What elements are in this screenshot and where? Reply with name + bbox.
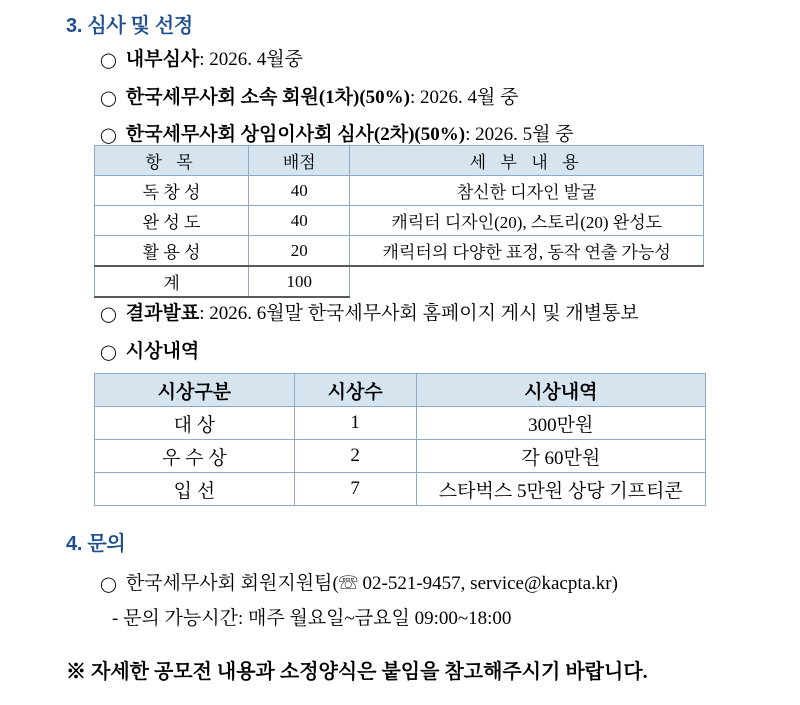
table-cell: 40	[249, 176, 350, 206]
list-item-label: 결과발표: 2026. 6월말 한국세무사회 홈페이지 게시 및 개별통보	[125, 303, 639, 324]
column-header: 항 목	[95, 146, 249, 176]
table-cell: 대 상	[95, 407, 295, 440]
notice-text: ※ 자세한 공모전 내용과 소정양식은 붙임을 참고해주시기 바랍니다.	[66, 661, 648, 683]
table-cell: 2	[294, 440, 416, 473]
list-item-label: 한국세무사회 상임이사회 심사(2차)(50%): 2026. 5월 중	[125, 124, 574, 145]
table-row	[95, 407, 706, 440]
circle-bullet-icon: ◯	[100, 575, 117, 593]
list-item	[100, 336, 199, 363]
table-row	[95, 440, 706, 473]
table-cell: 독 창 성	[95, 176, 249, 206]
column-header: 배점	[249, 146, 350, 176]
table-cell: 각 60만원	[416, 440, 705, 473]
circle-bullet-icon: ◯	[100, 305, 117, 323]
table-cell: 300만원	[416, 407, 705, 440]
table-header-row	[95, 374, 706, 407]
contact-hours: - 문의 가능시간: 매주 월요일~금요일 09:00~18:00	[112, 608, 512, 629]
table-row	[95, 473, 706, 506]
table-cell: 완 성 도	[95, 206, 249, 236]
table-header-row	[95, 146, 704, 176]
column-header: 시상구분	[95, 374, 295, 407]
table-cell: 40	[249, 206, 350, 236]
table-row	[95, 206, 704, 236]
list-item	[100, 44, 303, 71]
column-header: 시상수	[294, 374, 416, 407]
section-heading-review: 3. 심사 및 선정	[66, 15, 193, 37]
table-total-row	[95, 266, 704, 297]
section-heading-contact: 4. 문의	[66, 533, 126, 555]
list-item-label: 내부심사: 2026. 4월중	[125, 49, 303, 70]
list-item	[100, 82, 519, 109]
table-cell: 활 용 성	[95, 236, 249, 267]
table-row	[95, 236, 704, 267]
table-cell: 1	[294, 407, 416, 440]
list-item	[100, 568, 618, 595]
list-item	[100, 298, 639, 325]
table-cell: 7	[294, 473, 416, 506]
circle-bullet-icon: ◯	[100, 126, 117, 144]
table-cell: 계	[95, 266, 249, 297]
table-cell: 캐릭터의 다양한 표정, 동작 연출 가능성	[350, 236, 704, 267]
circle-bullet-icon: ◯	[100, 51, 117, 69]
list-item-label: 한국세무사회 소속 회원(1차)(50%): 2026. 4월 중	[125, 87, 519, 108]
contact-line: 한국세무사회 회원지원팀(☏ 02-521-9457, service@kacpta.kr)	[125, 573, 618, 594]
table-cell: 20	[249, 236, 350, 267]
list-item-label: 시상내역	[125, 341, 200, 362]
table-cell	[350, 266, 704, 297]
table-cell: 스타벅스 5만원 상당 기프티콘	[416, 473, 705, 506]
circle-bullet-icon: ◯	[100, 343, 117, 361]
list-item	[100, 119, 574, 146]
circle-bullet-icon: ◯	[100, 89, 117, 107]
table-cell: 캐릭터 디자인(20), 스토리(20) 완성도	[350, 206, 704, 236]
award-table	[94, 373, 706, 506]
table-row	[95, 176, 704, 206]
table-cell: 우 수 상	[95, 440, 295, 473]
column-header: 세 부 내 용	[350, 146, 704, 176]
table-cell: 입 선	[95, 473, 295, 506]
column-header: 시상내역	[416, 374, 705, 407]
table-cell: 100	[249, 266, 350, 297]
criteria-table	[94, 145, 704, 298]
table-cell: 참신한 디자인 발굴	[350, 176, 704, 206]
